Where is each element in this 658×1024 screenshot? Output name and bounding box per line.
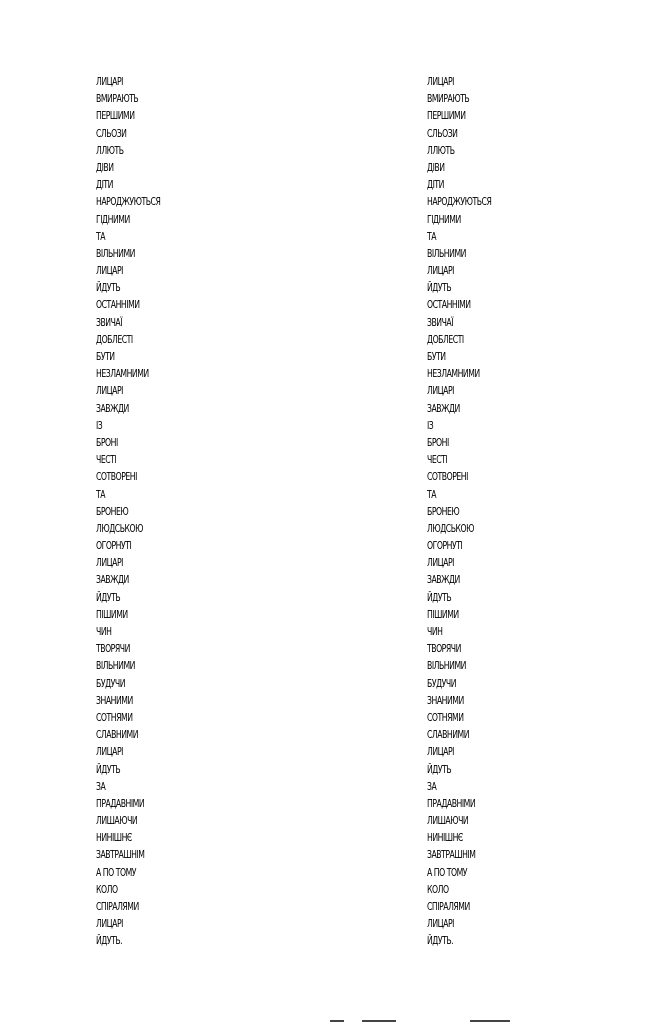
poem-line: НАРОДЖУЮТЬСЯ (96, 195, 161, 209)
poem-line: ДІТИ (427, 178, 444, 192)
poem-line: ЗВИЧАЇ (96, 315, 123, 329)
poem-column-right (427, 73, 510, 950)
poem-line: ЛЛЮТЬ (96, 143, 124, 157)
poem-line: ЙДУТЬ. (427, 934, 454, 948)
poem-line: ЛИЦАРІ (96, 745, 123, 759)
poem-line: ДОБЛЕСТІ (427, 332, 464, 346)
poem-line: ЛИЦАРІ (427, 384, 454, 398)
poem-line: ЙДУТЬ. (96, 934, 123, 948)
poem-line: ЗНАНИМИ (96, 693, 133, 707)
poem-line: ЛИЦАРІ (427, 917, 454, 931)
poem-line: ВІЛЬНИМИ (96, 246, 135, 260)
poem-line: ТВОРЯЧИ (96, 642, 130, 656)
poem-line: СОТНЯМИ (427, 710, 464, 724)
poem-line: НЕЗЛАМНИМИ (427, 367, 480, 381)
poem-line: ДІТИ (96, 178, 113, 192)
poem-line: ВІЛЬНИМИ (427, 659, 466, 673)
poem-line: ПРАДАВНІМИ (96, 796, 145, 810)
poem-line: ІЗ (427, 418, 434, 432)
poem-line: ЛИШАЮЧИ (96, 814, 138, 828)
poem-line: ДІВИ (96, 160, 114, 174)
poem-line: А ПО ТОМУ (427, 865, 468, 879)
poem-line: СЛЬОЗИ (96, 126, 127, 140)
poem-line: ЗВИЧАЇ (427, 315, 454, 329)
poem-line: КОЛО (427, 882, 449, 896)
poem-line: ПЕРШИМИ (96, 109, 135, 123)
poem-line: ОГОРНУТІ (427, 539, 463, 553)
poem-line: ЗАВЖДИ (427, 573, 460, 587)
poem-line: ЙДУТЬ (427, 281, 452, 295)
poem-line: БУТИ (427, 350, 446, 363)
poem-line: ТА (96, 229, 106, 243)
poem-line: ЙДУТЬ (96, 762, 121, 776)
poem-line: ЗАВТРАШНІМ (96, 848, 145, 862)
poem-line: БРОНЕЮ (96, 504, 129, 518)
poem-line: ЛИЦАРІ (427, 556, 454, 570)
poem-line: СОТВОРЕНІ (427, 470, 468, 484)
poem-line: ЗА (427, 779, 437, 793)
poem-line: ІЗ (96, 418, 103, 432)
page-footer-marks (330, 1018, 530, 1024)
poem-line: ЛИЦАРІ (427, 745, 454, 759)
poem-line: ОСТАННІМИ (427, 298, 471, 312)
poem-line: ЗАВТРАШНІМ (427, 848, 476, 862)
poem-line: ЛИЦАРІ (96, 384, 123, 398)
poem-line: ЛИЦАРІ (427, 75, 454, 88)
poem-line: ЧЕСТІ (427, 453, 448, 467)
poem-line: СЛАВНИМИ (96, 728, 139, 742)
poem-line: НИНІШНЄ (96, 831, 132, 845)
poem-line: ЛЛЮТЬ (427, 143, 455, 157)
poem-line: СЛАВНИМИ (427, 728, 470, 742)
poem-line: ПРАДАВНІМИ (427, 796, 476, 810)
poem-line: ДОБЛЕСТІ (96, 332, 133, 346)
poem-line: ВМИРАЮТЬ (427, 92, 470, 106)
poem-line: ЗАВЖДИ (96, 401, 129, 415)
poem-column-left (96, 73, 179, 950)
poem-line: ЛЮДСЬКОЮ (427, 521, 475, 535)
poem-line: ЙДУТЬ (427, 590, 452, 604)
poem-line: ПІШИМИ (427, 607, 459, 621)
poem-line: ЧЕСТІ (96, 453, 117, 467)
poem-line: ТВОРЯЧИ (427, 642, 461, 656)
poem-line: СОТНЯМИ (96, 710, 133, 724)
poem-line: ВМИРАЮТЬ (96, 92, 139, 106)
poem-line: ЛИЦАРІ (427, 264, 454, 278)
poem-line: ТА (427, 229, 437, 243)
poem-line: БРОНІ (427, 435, 449, 449)
poem-line: ЗАВЖДИ (427, 401, 460, 415)
poem-line: КОЛО (96, 882, 118, 896)
poem-line: ЛИШАЮЧИ (427, 814, 469, 828)
poem-line: ЛИЦАРІ (96, 75, 123, 88)
poem-line: ЛИЦАРІ (96, 264, 123, 278)
poem-line: СПІРАЛЯМИ (427, 900, 470, 913)
poem-line: ЗА (96, 779, 106, 793)
poem-line: ЙДУТЬ (96, 590, 121, 604)
poem-line: СЛЬОЗИ (427, 126, 458, 140)
poem-line: НИНІШНЄ (427, 831, 463, 845)
poem-line: ЧИН (96, 625, 112, 638)
poem-line: ОСТАННІМИ (96, 298, 140, 312)
poem-line: ЛИЦАРІ (96, 917, 123, 931)
poem-line: ПЕРШИМИ (427, 109, 466, 123)
poem-line: ЙДУТЬ (427, 762, 452, 776)
poem-line: ЛИЦАРІ (96, 556, 123, 570)
poem-line: ЧИН (427, 625, 443, 638)
poem-line: ГІДНИМИ (96, 212, 130, 226)
poem-line: НЕЗЛАМНИМИ (96, 367, 149, 381)
poem-line: БУТИ (96, 350, 115, 363)
poem-line: БУДУЧИ (427, 676, 457, 690)
poem-line: БРОНЕЮ (427, 504, 460, 518)
poem-line: ТА (427, 487, 437, 501)
poem-line: ОГОРНУТІ (96, 539, 132, 553)
poem-line: ТА (96, 487, 106, 501)
poem-line: БРОНІ (96, 435, 118, 449)
poem-line: ВІЛЬНИМИ (96, 659, 135, 673)
poem-line: БУДУЧИ (96, 676, 126, 690)
poem-line: ДІВИ (427, 160, 445, 174)
poem-line: ЗАВЖДИ (96, 573, 129, 587)
poem-line: ГІДНИМИ (427, 212, 461, 226)
poem-line: ЙДУТЬ (96, 281, 121, 295)
poem-line: ЛЮДСЬКОЮ (96, 521, 144, 535)
poem-line: А ПО ТОМУ (96, 865, 137, 879)
poem-line: ЗНАНИМИ (427, 693, 464, 707)
poem-line: СОТВОРЕНІ (96, 470, 137, 484)
poem-line: ВІЛЬНИМИ (427, 246, 466, 260)
poem-line: НАРОДЖУЮТЬСЯ (427, 195, 492, 209)
poem-line: СПІРАЛЯМИ (96, 900, 139, 913)
poem-line: ПІШИМИ (96, 607, 128, 621)
